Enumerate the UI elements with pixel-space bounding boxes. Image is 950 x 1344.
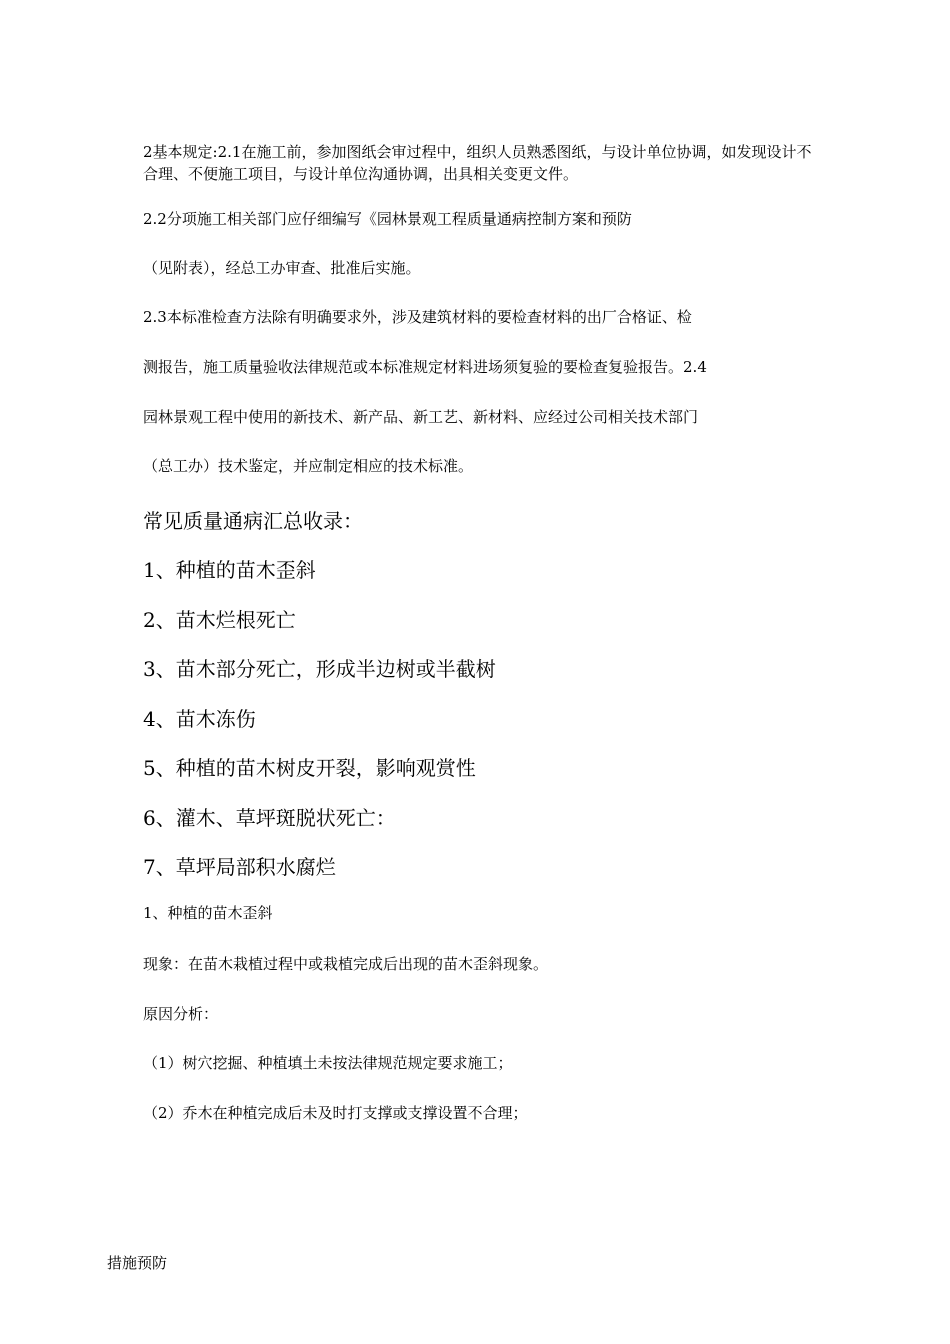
paragraph-basic-rules: 2基本规定:2.1在施工前，参加图纸会审过程中，组织人员熟悉图纸，与设计单位协调，如发现设计不合理、不便施工项目，与设计单位沟通协调，出具相关变更文件。 bbox=[143, 143, 812, 183]
summary-item-4: 4、苗木冻伤 bbox=[143, 707, 256, 731]
summary-item-3: 3、苗木部分死亡，形成半边树或半截树 bbox=[143, 657, 496, 681]
detail-heading: 1、种植的苗木歪斜 bbox=[143, 904, 273, 922]
summary-item-2: 2、苗木烂根死亡 bbox=[143, 608, 296, 632]
summary-item-7: 7、草坪局部积水腐烂 bbox=[143, 855, 336, 879]
detail-cause-1: （1）树穴挖掘、种植填土未按法律规范规定要求施工； bbox=[143, 1054, 513, 1072]
paragraph-technical-appraisal: （总工办）技术鉴定，并应制定相应的技术标准。 bbox=[143, 457, 474, 475]
summary-item-1: 1、种植的苗木歪斜 bbox=[143, 558, 316, 582]
summary-item-5: 5、种植的苗木树皮开裂，影响观赏性 bbox=[143, 756, 476, 780]
paragraph-2-3: 2.3本标准检查方法除有明确要求外，涉及建筑材料的要检查材料的出厂合格证、检 bbox=[143, 308, 692, 326]
summary-title: 常见质量通病汇总收录： bbox=[143, 509, 363, 533]
paragraph-inspection-report: 测报告，施工质量验收法律规范或本标准规定材料进场须复验的要检查复验报告。2.4 bbox=[143, 358, 707, 376]
paragraph-see-attachment: （见附表），经总工办审查、批准后实施。 bbox=[143, 259, 421, 277]
detail-phenomenon: 现象：在苗木栽植过程中或栽植完成后出现的苗木歪斜现象。 bbox=[143, 955, 549, 973]
detail-cause-2: （2）乔木在种植完成后未及时打支撑或支撑设置不合理； bbox=[143, 1104, 528, 1122]
detail-cause-label: 原因分析： bbox=[143, 1005, 219, 1023]
footer-measures: 措施预防 bbox=[107, 1254, 168, 1272]
paragraph-new-technology: 园林景观工程中使用的新技术、新产品、新工艺、新材料、应经过公司相关技术部门 bbox=[143, 408, 699, 426]
summary-item-6: 6、灌木、草坪斑脱状死亡： bbox=[143, 806, 396, 830]
paragraph-2-2: 2.2分项施工相关部门应仔细编写《园林景观工程质量通病控制方案和预防 bbox=[143, 210, 632, 228]
